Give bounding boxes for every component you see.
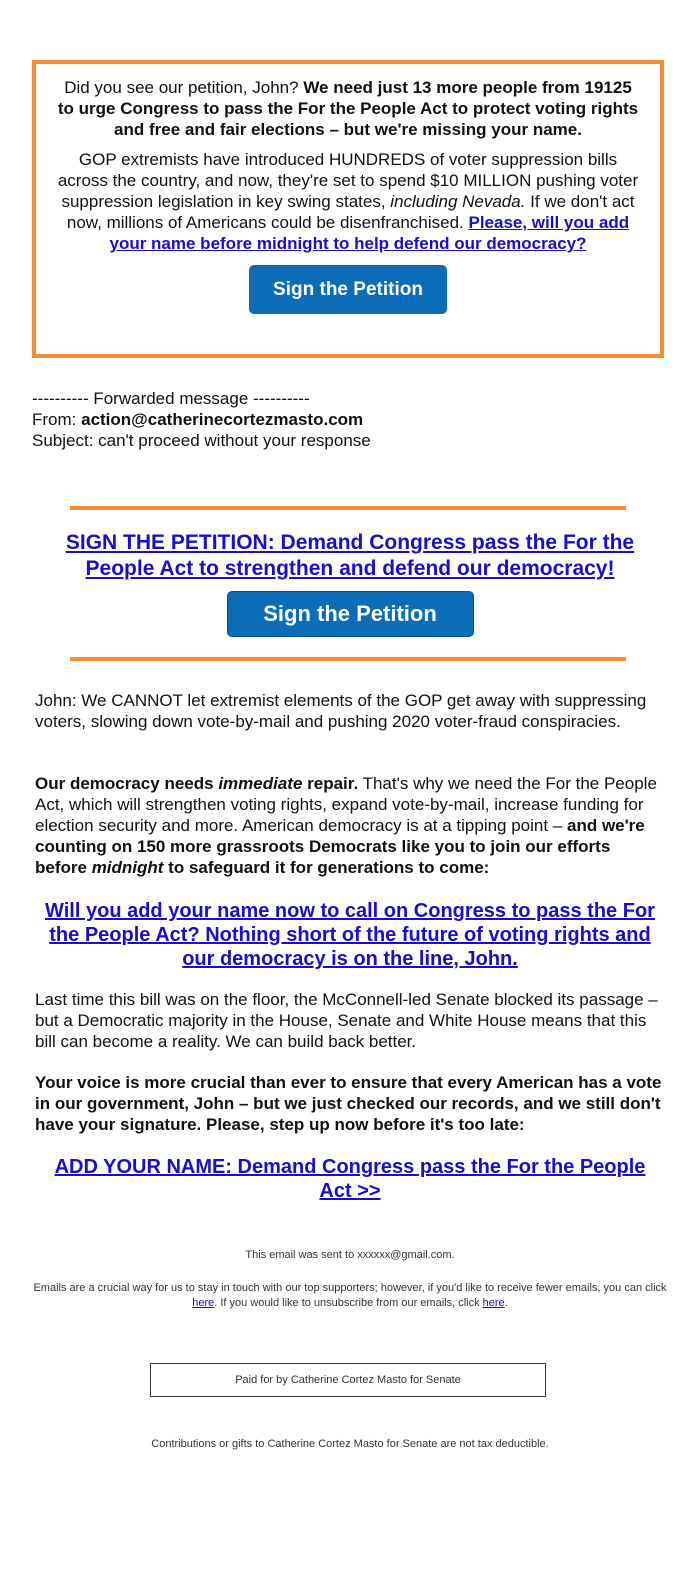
sent-to-suffix: . xyxy=(451,1249,455,1261)
paid-for-box xyxy=(150,1363,546,1397)
callout-body xyxy=(54,149,642,254)
add-your-name-link-wrap xyxy=(40,1155,660,1203)
petition-headline-link[interactable]: SIGN THE PETITION: Demand Congress pass the For the People Act to strengthen and defend our democracy! xyxy=(65,531,635,580)
sent-to-prefix: This email was sent to xyxy=(245,1249,358,1261)
para-2-italic-2: midnight xyxy=(91,858,164,877)
petition-callout-box xyxy=(32,60,664,358)
callout-body-text: GOP extremists have introduced HUNDREDS of voter suppression bills across the country, and now, they're set to spend $10 MILLION pushing voter suppression legislation in key swing states, xyxy=(57,150,639,211)
sign-petition-button-wrap xyxy=(0,591,700,637)
forwarded-subject: Subject: can't proceed without your response xyxy=(32,431,371,450)
para-2-bold-d: to safeguard it for generations to come: xyxy=(163,858,490,877)
para-2-bold-italic-2 xyxy=(92,858,164,877)
callout-intro xyxy=(54,77,642,140)
callout-add-name-link[interactable]: Please, will you add your name before midnight to help defend our democracy? xyxy=(109,213,630,253)
sign-petition-button-top[interactable]: Sign the Petition xyxy=(249,265,447,314)
para-4-text: Your voice is more crucial than ever to ensure that every American has a vote in our government, John – but we just checked our records, and we still don't have your signature. Please, step up now before it's too late: xyxy=(35,1073,662,1134)
call-on-congress-link-wrap xyxy=(40,899,660,971)
para-2-bold-a: Our democracy needs xyxy=(35,774,219,793)
unsubscribe-link[interactable]: here xyxy=(482,1297,505,1309)
para-2-bold-c: and we're counting on 150 more grassroots Democrats like you to join our efforts before xyxy=(35,816,645,877)
callout-body-text-2: If we don't act now, millions of Americans could be disenfranchised. xyxy=(66,192,635,232)
para-1-text: John: We CANNOT let extremist elements of the GOP get away with suppressing voters, slowing down vote-by-mail and pushing 2020 voter-fraud conspiracies. xyxy=(35,691,647,731)
footer-preferences xyxy=(30,1281,670,1311)
para-3-text: Last time this bill was on the floor, the McConnell-led Senate blocked its passage – but a Democratic majority in the House, Senate and White House means that this bill can become a reality. We can build back better. xyxy=(35,990,658,1051)
call-on-congress-link[interactable]: Will you add your name now to call on Congress to pass the For the People Act? Nothing short of the future of voting rights and our democracy is on the line, John. xyxy=(45,900,655,970)
forwarded-message-header xyxy=(32,388,672,451)
fewer-emails-text: Emails are a crucial way for us to stay in touch with our top supporters; however, if you'd like to receive fewer emails, you can click xyxy=(33,1282,667,1294)
body-paragraph-2 xyxy=(35,773,665,878)
fewer-emails-link[interactable]: here xyxy=(192,1297,215,1309)
footer-sent-to xyxy=(30,1248,670,1263)
sent-to-email: xxxxxx@gmail.com xyxy=(357,1249,452,1261)
forwarded-divider-text: ---------- Forwarded message ---------- xyxy=(32,389,310,408)
para-2-text xyxy=(35,773,665,878)
orange-divider-top xyxy=(70,506,626,510)
callout-body-italic: including Nevada. xyxy=(390,192,526,211)
preferences-period: . xyxy=(504,1297,508,1309)
footer-tax-disclaimer xyxy=(30,1437,670,1452)
body-paragraph-3 xyxy=(35,989,665,1052)
petition-headline xyxy=(40,530,660,582)
from-email: action@catherinecortezmasto.com xyxy=(81,410,364,429)
add-your-name-link[interactable]: ADD YOUR NAME: Demand Congress pass the For the People Act >> xyxy=(54,1156,646,1202)
from-label: From: xyxy=(32,410,82,429)
para-2-bold-italic xyxy=(218,774,302,793)
body-paragraph-1 xyxy=(35,690,665,732)
body-paragraph-4 xyxy=(35,1072,665,1135)
paid-for-text: Paid for by Catherine Cortez Masto for Senate xyxy=(235,1374,461,1386)
forwarded-from xyxy=(32,409,672,430)
callout-intro-text: Did you see our petition, John? xyxy=(64,78,304,97)
para-2-bold-b: repair. xyxy=(302,774,359,793)
para-2-italic: immediate xyxy=(218,774,303,793)
para-2-normal: That's why we need the For the People Act, which will strengthen voting rights, expand vote-by-mail, increase funding for election security and more. American democracy is at a tipping point – xyxy=(35,774,657,835)
sign-petition-button-main[interactable]: Sign the Petition xyxy=(227,591,474,637)
callout-intro-bold: We need just 13 more people from 19125 to urge Congress to pass the For the People Act to protect voting rights and free and fair elections – but we're missing your name. xyxy=(57,78,639,139)
orange-divider-bottom xyxy=(70,657,626,661)
unsubscribe-text: . If you would like to unsubscribe from our emails, click xyxy=(214,1297,483,1309)
tax-disclaimer-text: Contributions or gifts to Catherine Cortez Masto for Senate are not tax deductible. xyxy=(151,1438,549,1450)
